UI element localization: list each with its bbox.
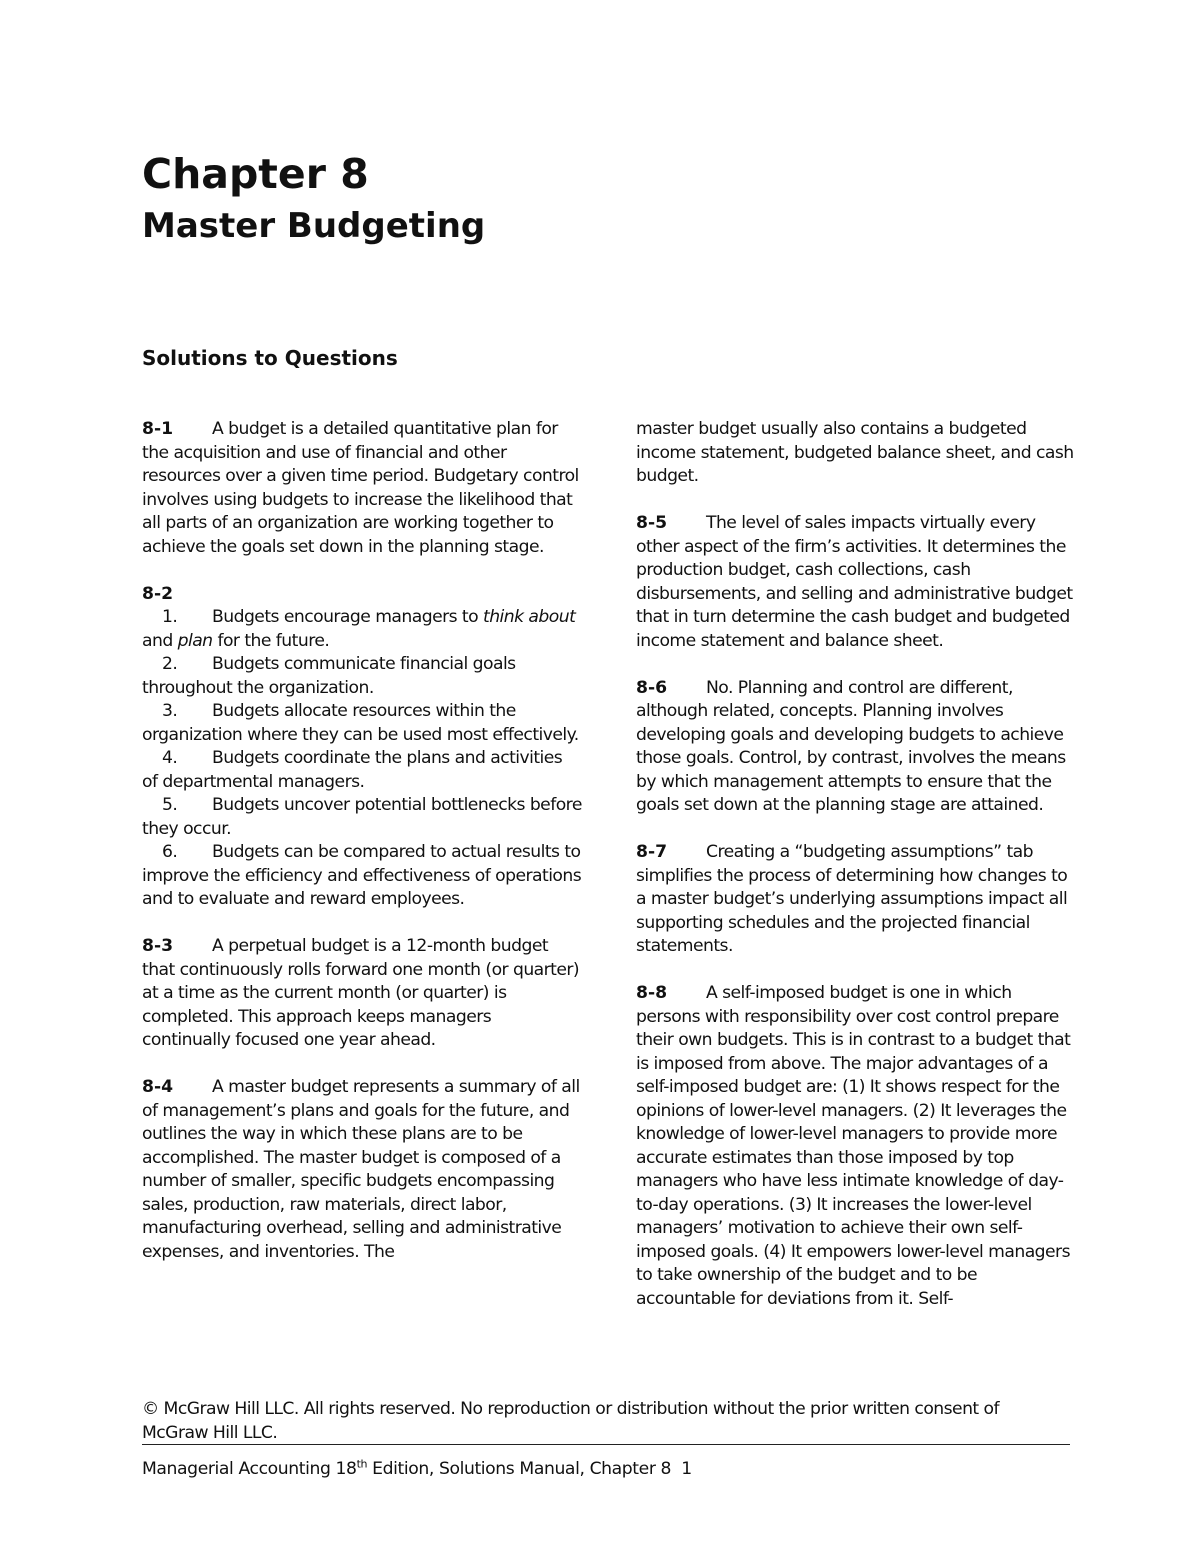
question-8-8 [636,982,1076,1311]
footer-divider [142,1444,1070,1445]
list-text: Budgets allocate resources within the organization where they can be used most effectively. [142,701,579,745]
list-text: Budgets coordinate the plans and activities of departmental managers. [142,748,563,792]
question-number: 8-1 [142,419,174,439]
list-number: 2. [162,654,178,674]
copyright-notice: © McGraw Hill LLC. All rights reserved. No reproduction or distribution without the prior written consent of McGraw Hill LLC. [142,1399,999,1443]
question-8-1 [142,418,582,559]
question-number: 8-6 [636,677,668,698]
question-text: Creating a “budgeting assumptions” tab simplifies the process of determining how changes to a master budget’s underlying assumptions impact all supporting schedules and the projected financial statements. [636,842,1068,956]
book-title-rest: Edition, Solutions Manual, Chapter 8 [367,1459,672,1479]
chapter-subtitle: Master Budgeting [142,206,486,246]
list-item [142,794,582,841]
question-text: A master budget represents a summary of all of management’s plans and goals for the future, and outlines the way in which these plans are to be accomplished. The master budget is composed of a number of smaller, specific budgets encompassing sales, production, raw materials, direct labor, manufacturing overhead, selling and administrative expenses, and inventories. The [142,1077,580,1262]
question-text: The level of sales impacts virtually every other aspect of the firm’s activities. It determines the production budget, cash collections, cash disbursements, and selling and administrative budget that in turn determine the cash budget and budgeted income statement and balance sheet. [636,513,1073,651]
edition-superscript: th [356,1457,368,1471]
page-footer [142,1457,692,1481]
question-8-4 [142,1076,582,1264]
list-item [142,841,582,912]
question-text: No. Planning and control are different, although related, concepts. Planning involves developing goals and developing budgets to achieve those goals. Control, by contrast, involves the means by which management attempts to ensure that the goals set down at the planning stage are attained. [636,677,1066,815]
list-text: Budgets encourage managers to [212,607,483,627]
question-number: 8-2 [142,583,174,604]
list-number: 5. [162,795,178,815]
list-emphasis: think about [483,607,576,627]
list-item [142,700,582,747]
list-item [142,653,582,700]
question-number: 8-3 [142,936,174,956]
question-number: 8-7 [636,842,668,862]
list-item [142,606,582,653]
question-text: A perpetual budget is a 12-month budget that continuously rolls forward one month (or quarter) at a time as the current month (or quarter) is completed. This approach keeps managers continually focused one year ahead. [142,936,580,1050]
left-column [142,418,582,1288]
list-text: Budgets can be compared to actual results to improve the efficiency and effectiveness of operations and to evaluate and reward employees. [142,842,582,909]
question-text: A self-imposed budget is one in which persons with responsibility over cost control prepare their own budgets. This is in contrast to a budget that is imposed from above. The major advantages of a self-imposed budget are: (1) It shows respect for the opinions of lower-level managers. (2) It leverages the knowledge of lower-level managers to provide more accurate estimates than those imposed by top managers who have less intimate knowledge of day-to-day operations. (3) It increases the lower-level managers’ motivation to achieve their own self-imposed goals. (4) It empowers lower-level managers to take ownership of the budget and to be accountable for deviations from it. Self- [636,983,1071,1309]
question-8-4-continued: master budget usually also contains a budgeted income statement, budgeted balance sheet, and cash budget. [636,419,1074,486]
page-number: 1 [681,1459,692,1479]
list-text: and [142,630,178,651]
list-number: 3. [162,701,178,721]
right-column [636,418,1076,1335]
chapter-title: Chapter 8 [142,150,369,198]
section-heading: Solutions to Questions [142,346,398,370]
question-number: 8-5 [636,513,668,533]
question-8-7 [636,841,1076,959]
list-text: Budgets communicate financial goals throughout the organization. [142,654,516,698]
question-number: 8-4 [142,1077,174,1097]
question-8-5 [636,512,1076,653]
list-item [142,747,582,794]
book-title: Managerial Accounting 18 [142,1459,357,1479]
list-text: Budgets uncover potential bottlenecks before they occur. [142,795,582,839]
question-8-3 [142,935,582,1053]
question-text: A budget is a detailed quantitative plan for the acquisition and use of financial and other resources over a given time period. Budgetary control involves using budgets to increase the likelihood that all parts of an organization are working together to achieve the goals set down in the planning stage. [142,419,579,557]
list-number: 1. [162,607,178,627]
list-text: for the future. [212,630,330,651]
question-8-2 [142,583,582,912]
question-number: 8-8 [636,983,668,1003]
list-number: 6. [162,842,178,862]
question-8-6 [636,677,1076,818]
list-number: 4. [162,748,178,768]
list-emphasis: plan [177,630,213,651]
